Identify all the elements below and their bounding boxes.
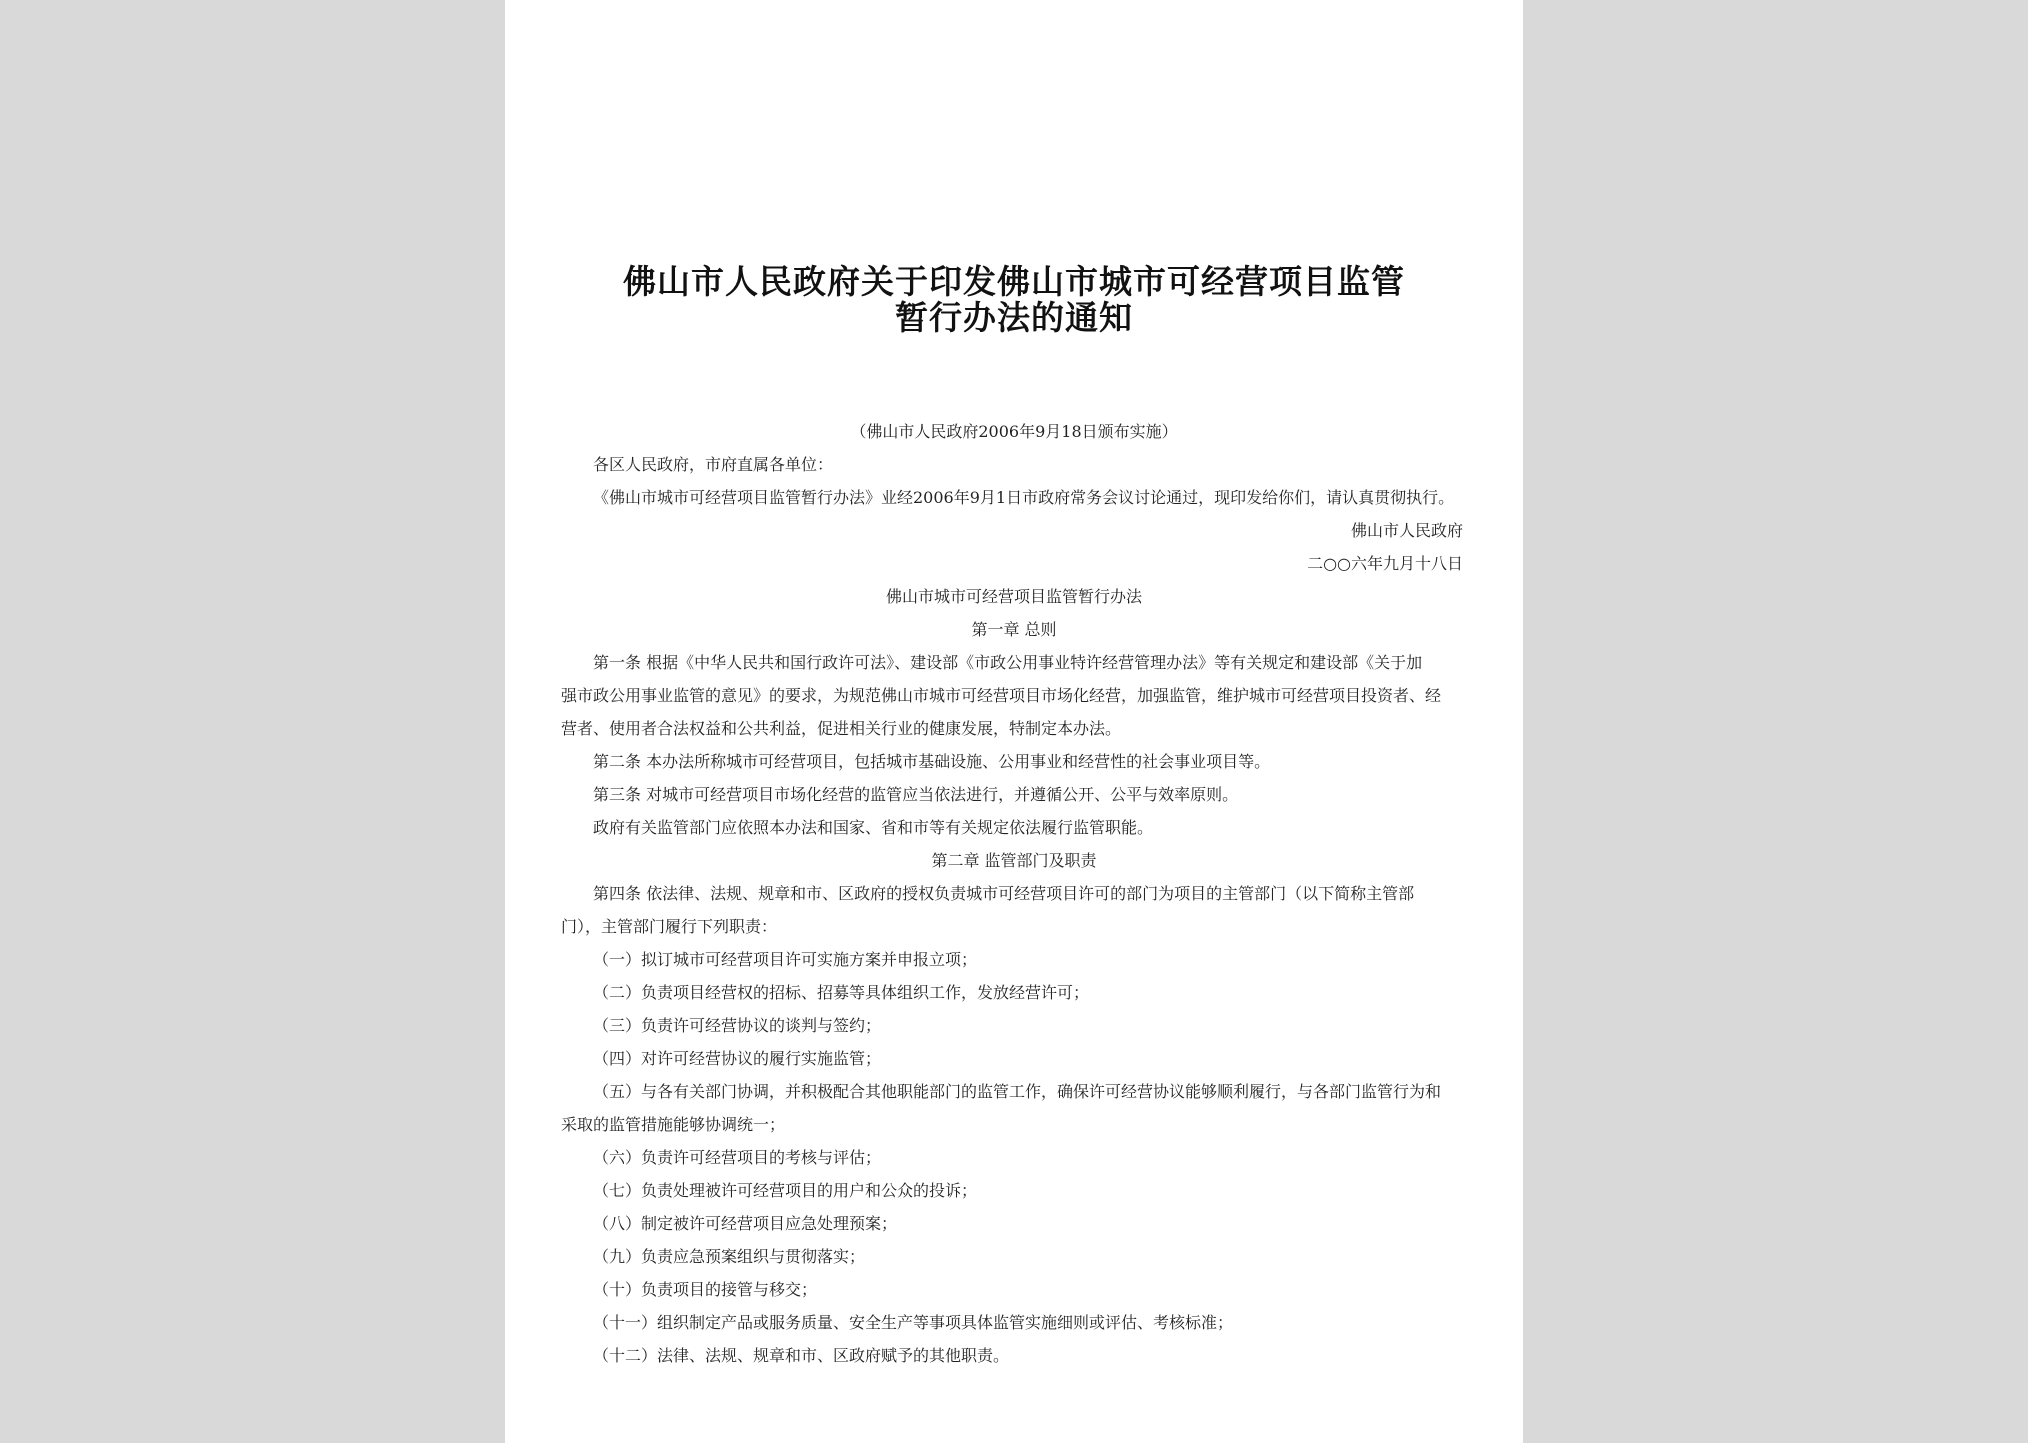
addressee: 各区人民政府，市府直属各单位： (593, 455, 834, 474)
measures-title: 佛山市城市可经营项目监管暂行办法 (885, 587, 1142, 606)
duty-item: （十一）组织制定产品或服务质量、安全生产等事项具体监管实施细则或评估、考核标准； (593, 1313, 1234, 1332)
duty-item: （九）负责应急预案组织与贯彻落实； (593, 1247, 866, 1266)
signature-org: 佛山市人民政府 (1350, 521, 1463, 540)
duty-item: （六）负责许可经营项目的考核与评估； (593, 1148, 882, 1167)
duty-item: （四）对许可经营协议的履行实施监管； (593, 1049, 882, 1068)
duty-item: （一）拟订城市可经营项目许可实施方案并申报立项； (593, 950, 978, 969)
duty-item-continuation: 采取的监管措施能够协调统一； (561, 1115, 786, 1134)
article-2: 第二条 本办法所称城市可经营项目，包括城市基础设施、公用事业和经营性的社会事业项目等。 (593, 752, 1271, 771)
article-1-line-3: 营者、使用者合法权益和公共利益，促进相关行业的健康发展，特制定本办法。 (561, 719, 1122, 738)
article-4-line-2: 门），主管部门履行下列职责： (561, 917, 778, 936)
duty-item: （十）负责项目的接管与移交； (593, 1280, 818, 1299)
duty-item: （二）负责项目经营权的招标、招募等具体组织工作，发放经营许可； (593, 983, 1090, 1002)
document-title-line-1: 佛山市人民政府关于印发佛山市城市可经营项目监管 (623, 262, 1405, 301)
article-3-line-2: 政府有关监管部门应依照本办法和国家、省和市等有关规定依法履行监管职能。 (593, 818, 1154, 837)
document-title-line-2: 暂行办法的通知 (895, 298, 1133, 337)
chapter-2-title: 第二章 监管部门及职责 (931, 851, 1097, 870)
duty-item: （七）负责处理被许可经营项目的用户和公众的投诉； (593, 1181, 978, 1200)
duty-item: （五）与各有关部门协调，并积极配合其他职能部门的监管工作，确保许可经营协议能够顺利履行，与各部门监管行为和 (593, 1082, 1442, 1101)
signature-date: 二○○六年九月十八日 (1307, 554, 1463, 573)
duty-item: （十二）法律、法规、规章和市、区政府赋予的其他职责。 (593, 1346, 1010, 1365)
article-4-line-1: 第四条 依法律、法规、规章和市、区政府的授权负责城市可经营项目许可的部门为项目的主管部门（以下简称主管部 (593, 884, 1415, 903)
notice-body: 《佛山市城市可经营项目监管暂行办法》业经2006年9月1日市政府常务会议讨论通过，现印发给你们，请认真贯彻执行。 (593, 488, 1455, 507)
issuance-note: （佛山市人民政府2006年9月18日颁布实施） (850, 422, 1178, 441)
article-3-line-1: 第三条 对城市可经营项目市场化经营的监管应当依法进行，并遵循公开、公平与效率原则。 (593, 785, 1239, 804)
chapter-1-title: 第一章 总则 (971, 620, 1057, 639)
document-page (505, 0, 1523, 1443)
article-1-line-2: 强市政公用事业监管的意见》的要求，为规范佛山市城市可经营项目市场化经营，加强监管，维护城市可经营项目投资者、经 (561, 686, 1442, 705)
duty-item: （八）制定被许可经营项目应急处理预案； (593, 1214, 898, 1233)
article-1-line-1: 第一条 根据《中华人民共和国行政许可法》、建设部《市政公用事业特许经营管理办法》等有关规定和建设部《关于加 (593, 653, 1423, 672)
duty-item: （三）负责许可经营协议的谈判与签约； (593, 1016, 882, 1035)
